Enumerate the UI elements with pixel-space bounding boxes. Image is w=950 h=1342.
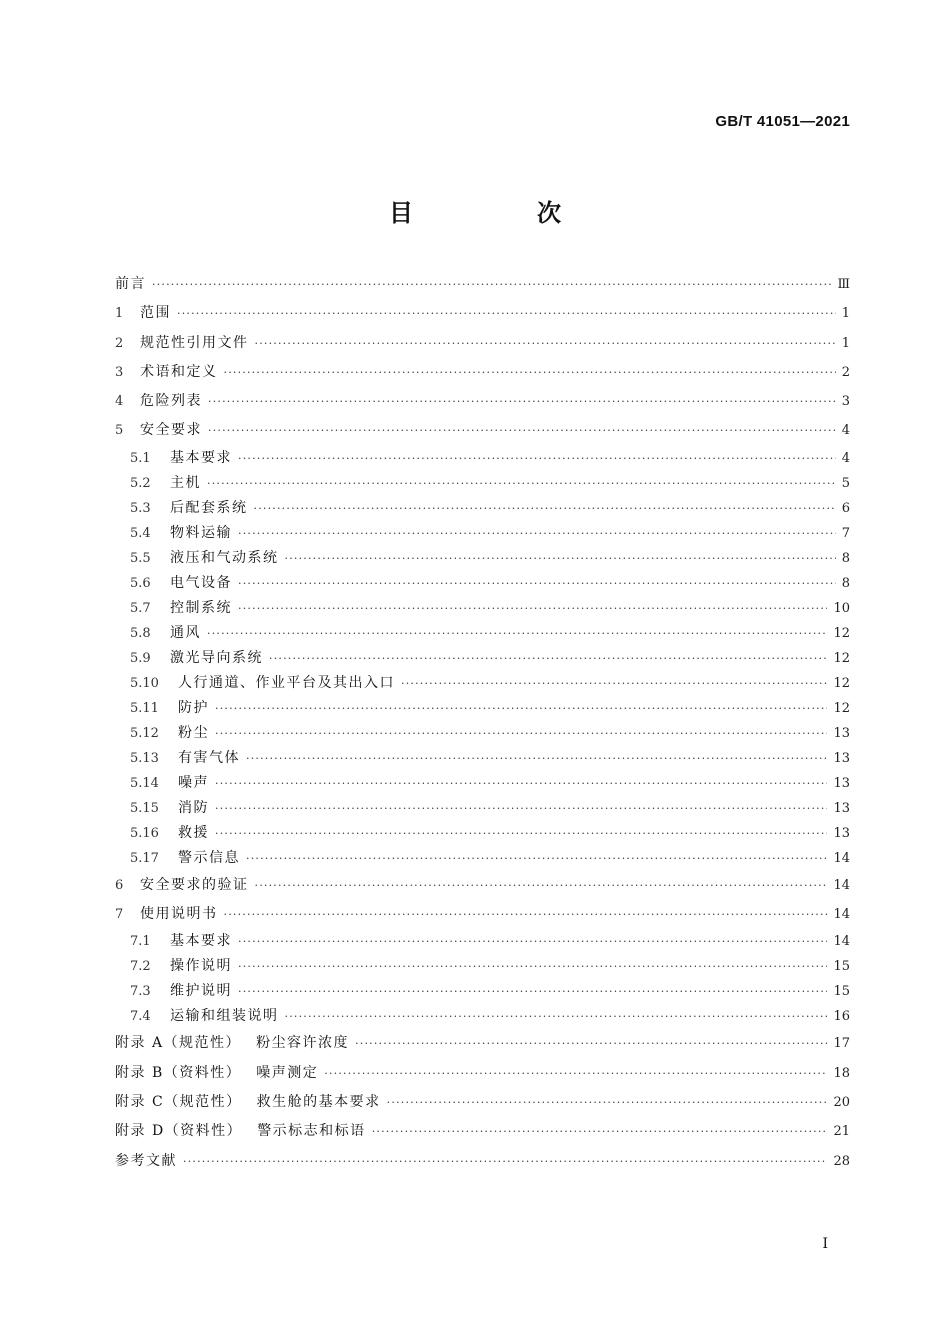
toc-entry[interactable] — [115, 521, 850, 546]
toc-entry-number: 6 — [115, 877, 124, 893]
toc-entry-number: 5.14 — [130, 775, 159, 791]
toc-entry-page: 6 — [841, 500, 850, 516]
toc-entry-number: 7.1 — [130, 934, 151, 950]
toc-entry[interactable] — [115, 546, 850, 571]
toc-entry-label: 安全要求 — [140, 422, 202, 439]
toc-entry-page: 14 — [833, 907, 850, 923]
toc-entry-page: 5 — [841, 475, 850, 491]
toc-entry-number: 5.17 — [130, 850, 159, 866]
toc-entry-label: 救生舱的基本要求 — [256, 1093, 381, 1110]
toc-entry[interactable] — [115, 900, 850, 929]
toc-leader-dots — [238, 596, 827, 621]
toc-entry-number: 5.12 — [130, 725, 159, 741]
toc-entry-page: Ⅲ — [837, 277, 850, 292]
page-title: 目 次 — [389, 198, 611, 227]
toc-entry-number: 5.11 — [130, 700, 159, 716]
toc-entry-page: 1 — [841, 335, 850, 351]
toc-entry-page: 21 — [833, 1124, 850, 1140]
toc-leader-dots — [255, 329, 836, 358]
toc-leader-dots — [207, 621, 827, 646]
toc-entry[interactable] — [115, 979, 850, 1004]
toc-leader-dots — [246, 746, 827, 771]
toc-leader-dots — [224, 900, 828, 929]
toc-entry-number: 4 — [115, 394, 124, 410]
toc-leader-dots — [255, 871, 828, 900]
toc-entry[interactable] — [115, 871, 850, 900]
toc-entry-page: 16 — [833, 1009, 850, 1025]
toc-entry-page: 28 — [833, 1153, 850, 1169]
toc-leader-dots — [238, 979, 827, 1004]
toc-entry-number: 5.4 — [130, 525, 151, 541]
toc-entry[interactable] — [115, 621, 850, 646]
toc-entry[interactable] — [115, 496, 850, 521]
toc-entry[interactable] — [115, 387, 850, 416]
toc-entry-page: 4 — [841, 423, 850, 439]
toc-leader-dots — [208, 416, 836, 445]
toc-entry-label: 物料运输 — [170, 524, 232, 541]
toc-entry[interactable] — [115, 671, 850, 696]
toc-leader-dots — [152, 270, 831, 299]
toc-entry-label: 危险列表 — [140, 393, 202, 410]
toc-entry[interactable] — [115, 929, 850, 954]
toc-entry-label: 激光导向系统 — [170, 649, 263, 666]
toc-entry-page: 10 — [833, 600, 850, 616]
toc-entry-number: 7.3 — [130, 984, 151, 1000]
toc-entry-label: 救援 — [178, 824, 209, 841]
toc-leader-dots — [215, 796, 827, 821]
toc-leader-dots — [224, 358, 836, 387]
toc-entry-page: 7 — [841, 525, 850, 541]
toc-leader-dots — [285, 546, 836, 571]
toc-entry-label: 操作说明 — [170, 958, 232, 975]
toc-leader-dots — [215, 696, 827, 721]
toc-entry[interactable] — [115, 771, 850, 796]
toc-entry[interactable] — [115, 1029, 850, 1058]
toc-leader-dots — [246, 846, 827, 871]
toc-entry-label: 噪声 — [178, 774, 209, 791]
toc-entry-label: 使用说明书 — [140, 906, 218, 923]
toc-entry-label: 警示信息 — [178, 849, 240, 866]
toc-entry[interactable] — [115, 1059, 850, 1088]
toc-entry[interactable] — [115, 696, 850, 721]
toc-entry-number: 5 — [115, 423, 124, 439]
toc-entry-page: 12 — [833, 675, 850, 691]
toc-leader-dots — [401, 671, 827, 696]
toc-entry-number: 5.7 — [130, 600, 151, 616]
toc-entry[interactable] — [115, 299, 850, 328]
toc-entry-label: 噪声测定 — [256, 1064, 319, 1081]
toc-entry[interactable] — [115, 1147, 850, 1176]
toc-entry-page: 1 — [841, 306, 850, 322]
toc-leader-dots — [355, 1029, 827, 1058]
toc-entry-number: 7 — [115, 907, 124, 923]
toc-entry-label: 维护说明 — [170, 983, 232, 1000]
toc-entry-page: 12 — [833, 650, 850, 666]
toc-entry-label: 电气设备 — [170, 574, 232, 591]
toc-entry-number: 5.15 — [130, 800, 159, 816]
toc-leader-dots — [215, 721, 827, 746]
toc-entry-number: 7.4 — [130, 1009, 151, 1025]
toc-entry-number: 5.13 — [130, 750, 159, 766]
toc-leader-dots — [254, 496, 836, 521]
toc-entry-page: 12 — [833, 700, 850, 716]
toc-annex-number: 附录 C（规范性） — [115, 1093, 242, 1110]
toc-entry-number: 2 — [115, 335, 124, 351]
toc-entry[interactable] — [115, 571, 850, 596]
toc-entry-page: 14 — [833, 934, 850, 950]
toc-leader-dots — [238, 446, 836, 471]
toc-entry-number: 5.9 — [130, 650, 151, 666]
toc-entry-page: 15 — [833, 984, 850, 1000]
toc-leader-dots — [324, 1059, 827, 1088]
toc-entry-page: 15 — [833, 959, 850, 975]
toc-entry-label: 主机 — [170, 474, 201, 491]
toc-entry-page: 13 — [833, 825, 850, 841]
toc-entry-page: 3 — [841, 394, 850, 410]
toc-leader-dots — [177, 299, 836, 328]
toc-entry[interactable] — [115, 954, 850, 979]
toc-entry[interactable] — [115, 746, 850, 771]
toc-entry-number: 5.1 — [130, 450, 151, 466]
toc-entry-page: 14 — [833, 877, 850, 893]
toc-entry-page: 2 — [841, 364, 850, 380]
toc-entry-label: 基本要求 — [170, 449, 232, 466]
toc-entry-number: 7.2 — [130, 959, 151, 975]
toc-entry[interactable] — [115, 329, 850, 358]
toc-leader-dots — [207, 471, 836, 496]
toc-leader-dots — [285, 1004, 828, 1029]
toc-entry-label: 液压和气动系统 — [170, 549, 279, 566]
toc-entry[interactable] — [115, 646, 850, 671]
toc-entry-number: 5.10 — [130, 675, 159, 691]
toc-entry-label: 粉尘 — [178, 724, 209, 741]
toc-leader-dots — [208, 387, 836, 416]
toc-entry-label: 前言 — [115, 276, 146, 292]
toc-entry-label: 防护 — [178, 699, 209, 716]
toc-entry-page: 12 — [833, 625, 850, 641]
toc-entry-label: 通风 — [170, 624, 201, 641]
toc-entry[interactable] — [115, 270, 850, 299]
toc-entry[interactable] — [115, 471, 850, 496]
toc-entry-page: 8 — [841, 550, 850, 566]
toc-entry-number: 5.6 — [130, 575, 151, 591]
toc-entry-page: 13 — [833, 800, 850, 816]
toc-entry[interactable] — [115, 1117, 850, 1146]
toc-entry[interactable] — [115, 821, 850, 846]
toc-entry-label: 警示标志和标语 — [257, 1123, 366, 1140]
toc-entry-label: 基本要求 — [170, 933, 232, 950]
toc-entry[interactable] — [115, 358, 850, 387]
toc-leader-dots — [238, 521, 836, 546]
page-number: I — [822, 1236, 828, 1252]
toc-annex-number: 附录 D（资料性） — [115, 1123, 243, 1140]
toc-entry-label: 运输和组装说明 — [170, 1008, 279, 1025]
toc-leader-dots — [238, 929, 827, 954]
toc-entry-label: 范围 — [140, 305, 171, 322]
toc-entry-label: 粉尘容许浓度 — [256, 1035, 350, 1052]
toc-entry-label: 参考文献 — [115, 1152, 177, 1169]
toc-leader-dots — [372, 1117, 828, 1146]
toc-entry[interactable] — [115, 1004, 850, 1029]
toc-entry-label: 人行通道、作业平台及其出入口 — [178, 674, 395, 691]
toc-leader-dots — [215, 771, 827, 796]
toc-entry[interactable] — [115, 1088, 850, 1117]
toc-entry-number: 5.8 — [130, 625, 151, 641]
toc-entry-label: 规范性引用文件 — [140, 334, 249, 351]
toc-entry-number: 5.16 — [130, 825, 159, 841]
toc-entry[interactable] — [115, 796, 850, 821]
toc-entry-label: 消防 — [178, 799, 209, 816]
toc-entry-label: 术语和定义 — [140, 363, 218, 380]
toc-entry[interactable] — [115, 721, 850, 746]
toc-leader-dots — [183, 1147, 827, 1176]
toc-entry-page: 14 — [833, 850, 850, 866]
toc-entry-label: 安全要求的验证 — [140, 876, 249, 893]
toc-leader-dots — [269, 646, 827, 671]
toc-entry-label: 有害气体 — [178, 749, 240, 766]
toc-annex-number: 附录 A（规范性） — [115, 1035, 242, 1052]
toc-entry[interactable] — [115, 596, 850, 621]
toc-entry[interactable] — [115, 446, 850, 471]
toc-entry-page: 13 — [833, 725, 850, 741]
toc-entry-page: 4 — [841, 450, 850, 466]
toc-annex-number: 附录 B（资料性） — [115, 1064, 242, 1081]
toc-leader-dots — [238, 571, 836, 596]
toc-leader-dots — [387, 1088, 828, 1117]
toc-leader-dots — [215, 821, 827, 846]
toc-entry-label: 控制系统 — [170, 599, 232, 616]
toc-entry-number: 3 — [115, 364, 124, 380]
table-of-contents — [115, 270, 850, 1176]
toc-entry-number: 5.2 — [130, 475, 151, 491]
toc-entry-page: 20 — [833, 1094, 850, 1110]
toc-entry[interactable] — [115, 416, 850, 445]
toc-leader-dots — [238, 954, 827, 979]
toc-entry-page: 18 — [833, 1065, 850, 1081]
toc-entry-number: 5.5 — [130, 550, 151, 566]
toc-entry-label: 后配套系统 — [170, 499, 248, 516]
standard-code: GB/T 41051—2021 — [715, 113, 850, 130]
toc-entry-page: 8 — [841, 575, 850, 591]
toc-entry-number: 5.3 — [130, 500, 151, 516]
toc-entry[interactable] — [115, 846, 850, 871]
toc-entry-number: 1 — [115, 306, 124, 322]
toc-entry-page: 17 — [833, 1036, 850, 1052]
toc-entry-page: 13 — [833, 775, 850, 791]
toc-entry-page: 13 — [833, 750, 850, 766]
